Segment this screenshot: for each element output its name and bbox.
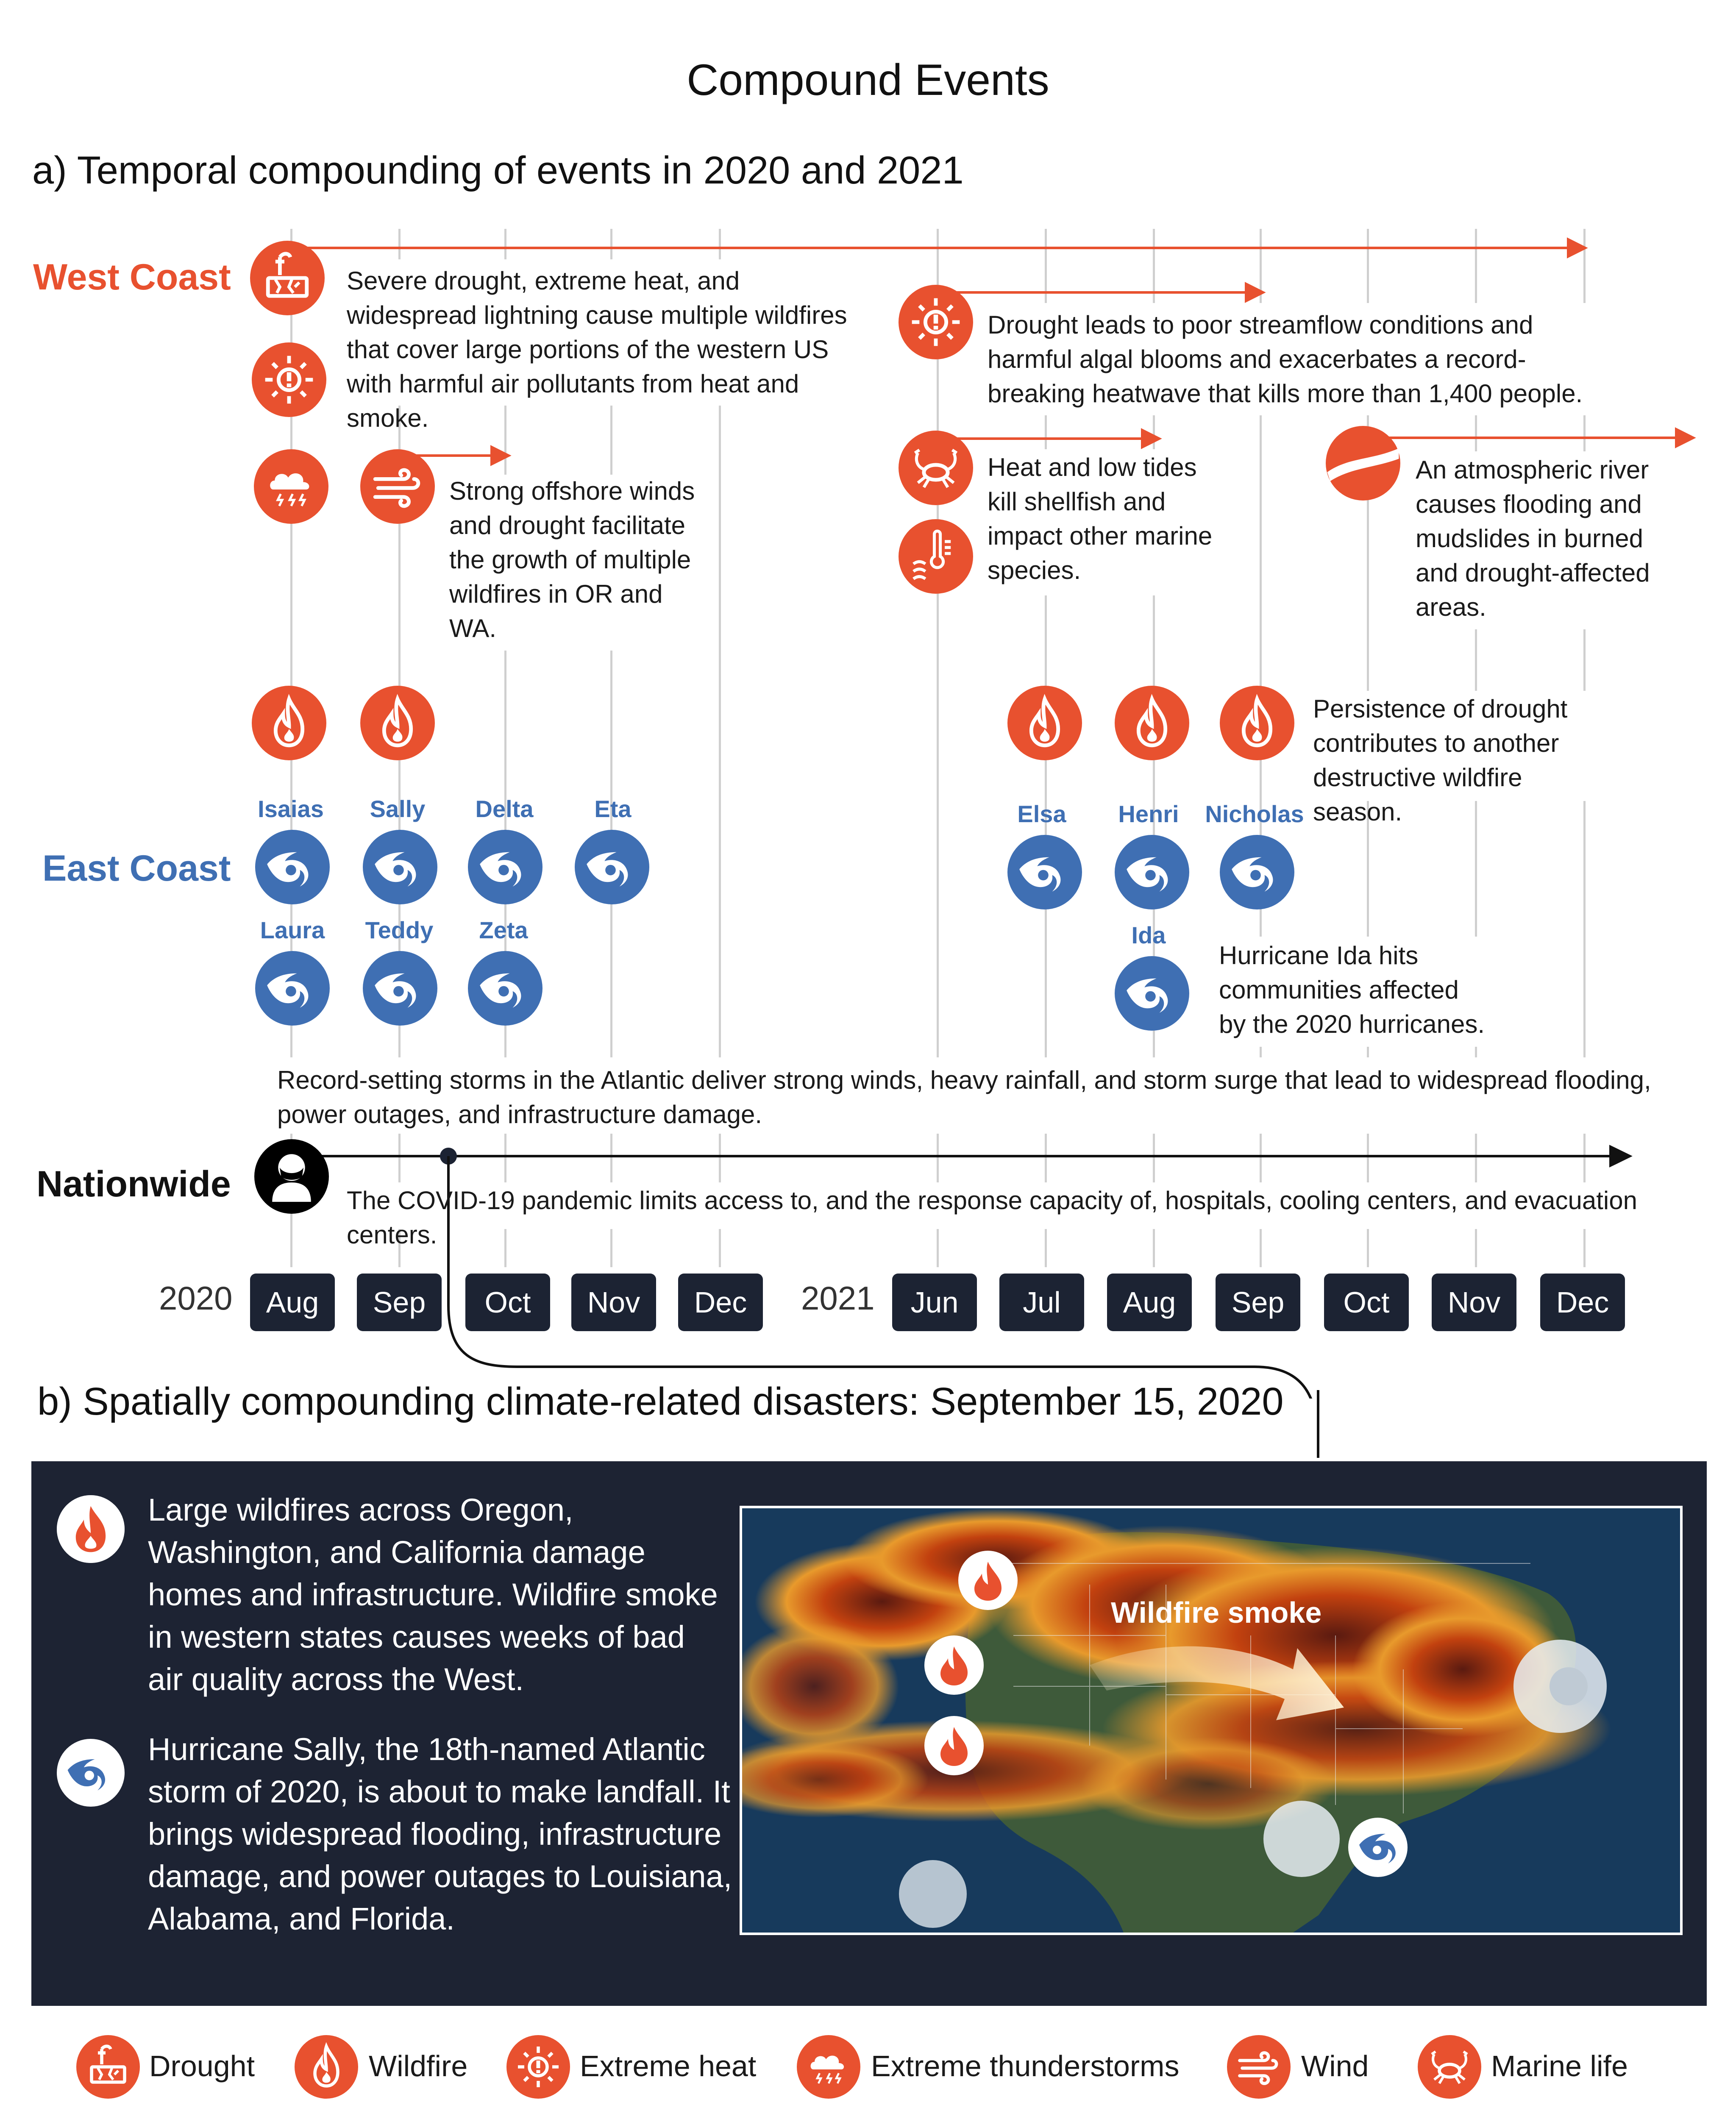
hurricane-name-elsa: Elsa — [1017, 801, 1066, 827]
hurricane-icon-eta — [575, 830, 649, 904]
note-west-wind: Strong offshore winds and drought facilitate the growth of multiple wildfires in OR and WA. — [449, 477, 695, 642]
hurricane-name-laura: Laura — [260, 917, 325, 943]
smoke-satellite-map — [740, 1506, 1683, 1935]
hurricane-name-isaias: Isaias — [258, 795, 324, 822]
hurricane-name-teddy: Teddy — [365, 917, 434, 943]
covid-19-icon — [254, 1139, 329, 1214]
legend-wind-icon — [1227, 2035, 1291, 2099]
hurricane-name-delta: Delta — [475, 795, 534, 822]
note-east-storms: Record-setting storms in the Atlantic deliver strong winds, heavy rainfall, and storm surge that lead to widespread flooding, power outages, and infrastructure damage. — [277, 1066, 1651, 1129]
hurricane-icon-teddy — [363, 951, 437, 1026]
legend-label-extreme-heat: Extreme heat — [580, 2049, 757, 2083]
hurricane-icon-delta — [468, 830, 542, 904]
row-label-nationwide: Nationwide — [36, 1164, 231, 1204]
hot-sea-surface-temperature-icon — [899, 519, 973, 594]
hurricane-name-ida: Ida — [1131, 922, 1166, 948]
figure-title: Compound Events — [687, 56, 1049, 105]
month-sep-2021: Sep — [1216, 1274, 1300, 1331]
legend-label-wind: Wind — [1301, 2049, 1369, 2083]
wildfire-icon-aug-2020 — [252, 686, 326, 760]
extreme-heat-icon — [252, 342, 326, 417]
note-west-wildfire-2021: Persistence of drought contributes to another destructive wildfire season. — [1313, 695, 1568, 826]
year-2020: 2020 — [159, 1279, 233, 1317]
legend-drought-icon — [76, 2035, 140, 2099]
extreme-heat-icon-2021 — [899, 285, 973, 359]
month-sep-2020: Sep — [357, 1274, 442, 1331]
hurricane-icon-elsa — [1007, 835, 1082, 909]
wind-icon — [360, 449, 435, 524]
section-b-heading: b) Spatially compounding climate-related disasters: September 15, 2020 — [37, 1380, 1284, 1423]
row-label-west-coast: West Coast — [33, 257, 231, 298]
month-nov-2020: Nov — [571, 1274, 656, 1331]
hurricane-icon-henri — [1115, 835, 1189, 909]
legend-label-extreme-thunderstorms: Extreme thunderstorms — [871, 2049, 1180, 2083]
legend-extreme-heat-icon — [506, 2035, 570, 2099]
note-west-drought-2021: Drought leads to poor streamflow conditions and harmful algal blooms and exacerbates a record-breaking heatwave that kills more than 1,400 people. — [988, 311, 1583, 408]
hurricane-name-zeta: Zeta — [479, 917, 528, 943]
row-label-east-coast: East Coast — [42, 848, 231, 889]
month-aug-2020: Aug — [250, 1274, 335, 1331]
marine-life-icon — [899, 431, 973, 505]
hurricane-name-henri: Henri — [1118, 801, 1179, 827]
month-oct-2020: Oct — [465, 1274, 550, 1331]
section-a-heading: a) Temporal compounding of events in 2020 and 2021 — [32, 149, 964, 192]
legend-extreme-thunderstorms-icon — [797, 2035, 860, 2099]
note-west-atmospheric-river: An atmospheric river causes flooding and mudslides in burned and drought-affected areas. — [1416, 456, 1650, 621]
legend-label-drought: Drought — [149, 2049, 255, 2083]
hurricane-icon-sally — [363, 830, 437, 904]
month-oct-2021: Oct — [1324, 1274, 1409, 1331]
note-west-marine: Heat and low tides kill shellfish and impact other marine species. — [988, 453, 1213, 584]
legend-label-marine-life: Marine life — [1491, 2049, 1628, 2083]
hurricane-icon-ida — [1115, 956, 1189, 1031]
hurricane-name-sally: Sally — [370, 795, 426, 822]
legend-label-wildfire: Wildfire — [369, 2049, 468, 2083]
note-west-drought-2020: Severe drought, extreme heat, and widespread lightning cause multiple wildfires that cover large portions of the western US with harmful air pollutants from heat and smoke. — [347, 267, 847, 432]
atmospheric-river-icon — [1326, 426, 1400, 501]
note-covid: The COVID-19 pandemic limits access to, and the response capacity of, hospitals, cooling centers, and evacuation centers. — [347, 1186, 1637, 1249]
month-dec-2020: Dec — [678, 1274, 763, 1331]
drought-icon — [250, 241, 325, 315]
legend-marine-life-icon — [1418, 2035, 1481, 2099]
month-dec-2021: Dec — [1540, 1274, 1625, 1331]
wildfire-icon-jul-2021 — [1007, 686, 1082, 760]
hurricane-icon-isaias — [255, 830, 330, 904]
legend-wildfire-icon — [295, 2035, 358, 2099]
map-label-wildfire-smoke: Wildfire smoke — [1111, 1596, 1322, 1629]
wildfire-icon-panel — [57, 1495, 125, 1563]
wildfire-icon-aug-2021 — [1115, 686, 1189, 760]
panel-hurricane-text: Hurricane Sally, the 18th-named Atlantic storm of 2020, is about to make landfall. It brings widespread flooding, infrastructure damage, and power outages to Louisiana, Alabama, and Florida. — [148, 1732, 732, 1936]
hurricane-icon-panel — [57, 1739, 125, 1807]
hurricane-name-eta: Eta — [594, 795, 632, 822]
connector-tail — [1297, 1390, 1339, 1462]
hurricane-icon-nicholas — [1220, 835, 1294, 909]
wildfire-icon-sep-2021 — [1220, 686, 1294, 760]
hurricane-icon-zeta — [468, 951, 542, 1026]
note-east-ida: Hurricane Ida hits communities affected by the 2020 hurricanes. — [1219, 941, 1485, 1038]
month-jul-2021: Jul — [999, 1274, 1084, 1331]
year-2021: 2021 — [801, 1279, 875, 1317]
month-aug-2021: Aug — [1107, 1274, 1192, 1331]
extreme-thunderstorms-icon — [254, 449, 328, 524]
hurricane-icon-laura — [255, 951, 330, 1026]
hurricane-name-nicholas: Nicholas — [1205, 801, 1304, 827]
panel-wildfire-text: Large wildfires across Oregon, Washington, and California damage homes and infrastructure. Wildfire smoke in western states causes weeks of bad air quality across the West. — [148, 1492, 718, 1697]
wildfire-icon-sep-2020 — [360, 686, 435, 760]
month-nov-2021: Nov — [1432, 1274, 1516, 1331]
month-jun-2021: Jun — [892, 1274, 977, 1331]
